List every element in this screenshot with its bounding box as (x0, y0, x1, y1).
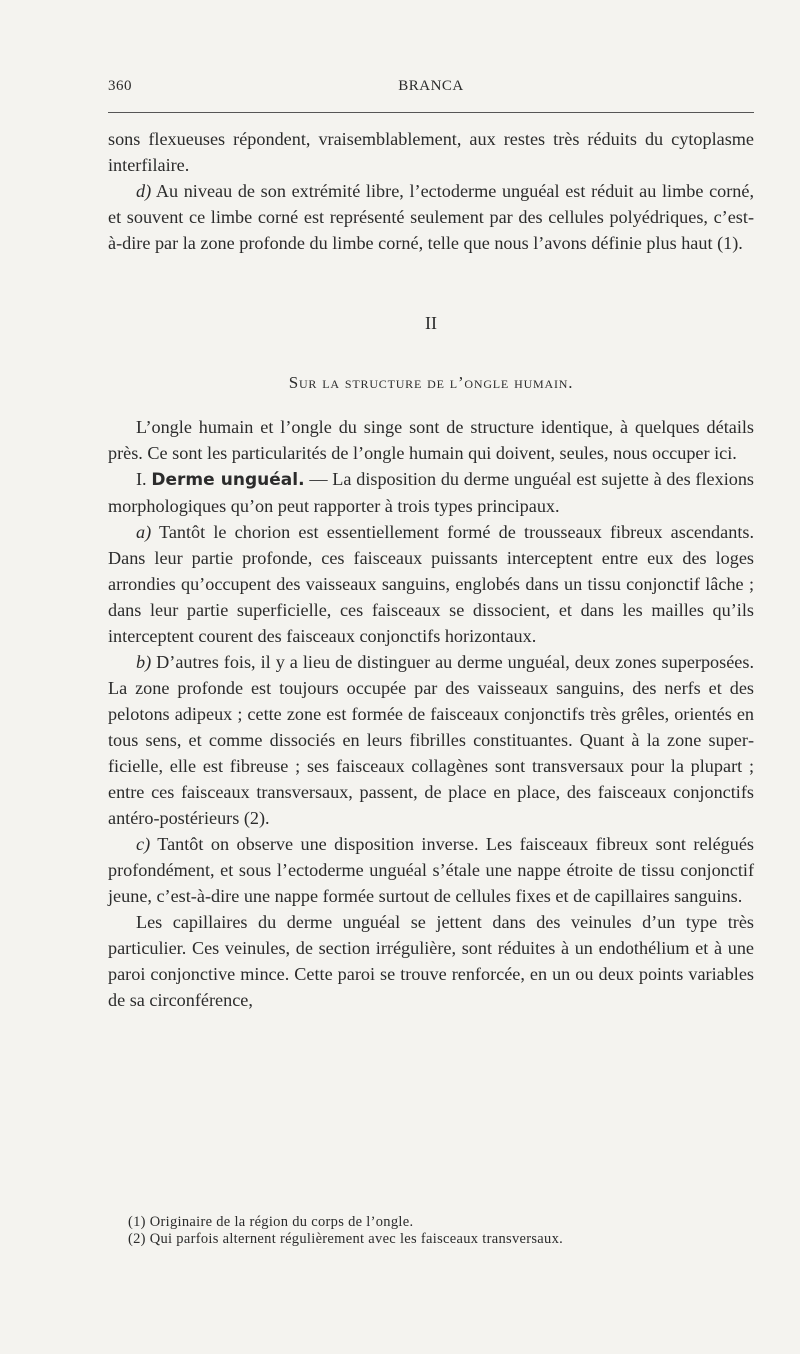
paragraph-continued: sons flexueuses répondent, vraisemblablement, aux restes très réduits du cytoplasme interfilaire. (108, 129, 754, 175)
footnote: (1) Originaire de la région du corps de l’ongle. (128, 1214, 414, 1230)
list-marker: d) (136, 181, 152, 201)
subsection-heading: Derme unguéal. (151, 470, 305, 490)
footnotes (128, 1214, 754, 1248)
running-head-author: BRANCA (398, 78, 464, 94)
list-marker: b) (136, 652, 152, 672)
page-number: 360 (108, 78, 132, 94)
section-number: II (425, 313, 437, 333)
paragraph-derme: I. Derme unguéal. — La disposition du derme unguéal est sujette à des flexions morphologiques qu’on peut rapporter à trois types principaux. (108, 469, 755, 516)
paragraph-d: d) Au niveau de son extrémité libre, l’ectoderme unguéal est réduit au limbe corné, et souvent ce limbe corné est représenté seulement par des cellules polyédriques, c’est-à-dire par la zone profonde du limbe corné, telle que nous l’avons définie plus haut (1). (108, 181, 754, 253)
document-page (108, 72, 755, 1247)
header-rule (108, 112, 754, 113)
list-marker: c) (136, 834, 151, 854)
paragraph-b: b) D’autres fois, il y a lieu de distinguer au derme unguéal, deux zones superposées. La zone profonde est toujours occupée par des vaisseaux sanguins, des nerfs et des pelotons adipeux ; cette zone est formée de faisceaux conjonctifs très grêles, orientés en tous sens, et comme dissociés en leurs fibrilles constituantes. Quant à la zone superficielle, elle est fibreuse ; ses faisceaux collagènes sont transversaux pour la plupart ; entre ces faisceaux transversaux, passent, de place en place, des faisceaux conjonctifs antéro-postérieurs (2). (108, 652, 754, 828)
paragraph-capillaires: Les capillaires du derme unguéal se jettent dans des veinules d’un type très particulier. Ces veinules, de section irrégulière, sont réduites à un endothélium et à une paroi conjonctive mince. Cette paroi se trouve renforcée, en un ou deux points variables de sa circonférence, (108, 912, 754, 1010)
body-text (108, 126, 754, 1013)
list-marker: a) (136, 522, 152, 542)
paragraph-intro: L’ongle humain et l’ongle du singe sont de structure identique, à quelques détails près. Ce sont les particularités de l’ongle humain qui doivent, seules, nous occuper ici. (108, 417, 754, 463)
section-title: Sur la structure de l’ongle humain. (288, 373, 574, 392)
footnote: (2) Qui parfois alternent régulièrement avec les faisceaux transversaux. (128, 1231, 564, 1247)
paragraph-c: c) Tantôt on observe une disposition inverse. Les faisceaux fibreux sont relégués profondément, et sous l’ectoderme unguéal s’étale une nappe étroite de tissu conjonctif jeune, c’est-à-dire une nappe formée surtout de cellules fixes et de capillaires sanguins. (108, 834, 754, 906)
running-head (108, 72, 754, 100)
subsection-number: I. (136, 469, 147, 489)
paragraph-a: a) Tantôt le chorion est essentiellement formé de trousseaux fibreux ascendants. Dans leur partie profonde, ces faisceaux puissants interceptent entre eux des loges arrondies qu’occupent des vaisseaux sanguins, englobés dans un tissu conjonctif lâche ; dans leur partie superficielle, ces faisceaux se dissocient, et dans les mailles qu’ils interceptent courent des faisceaux conjonctifs horizontaux. (108, 522, 754, 646)
